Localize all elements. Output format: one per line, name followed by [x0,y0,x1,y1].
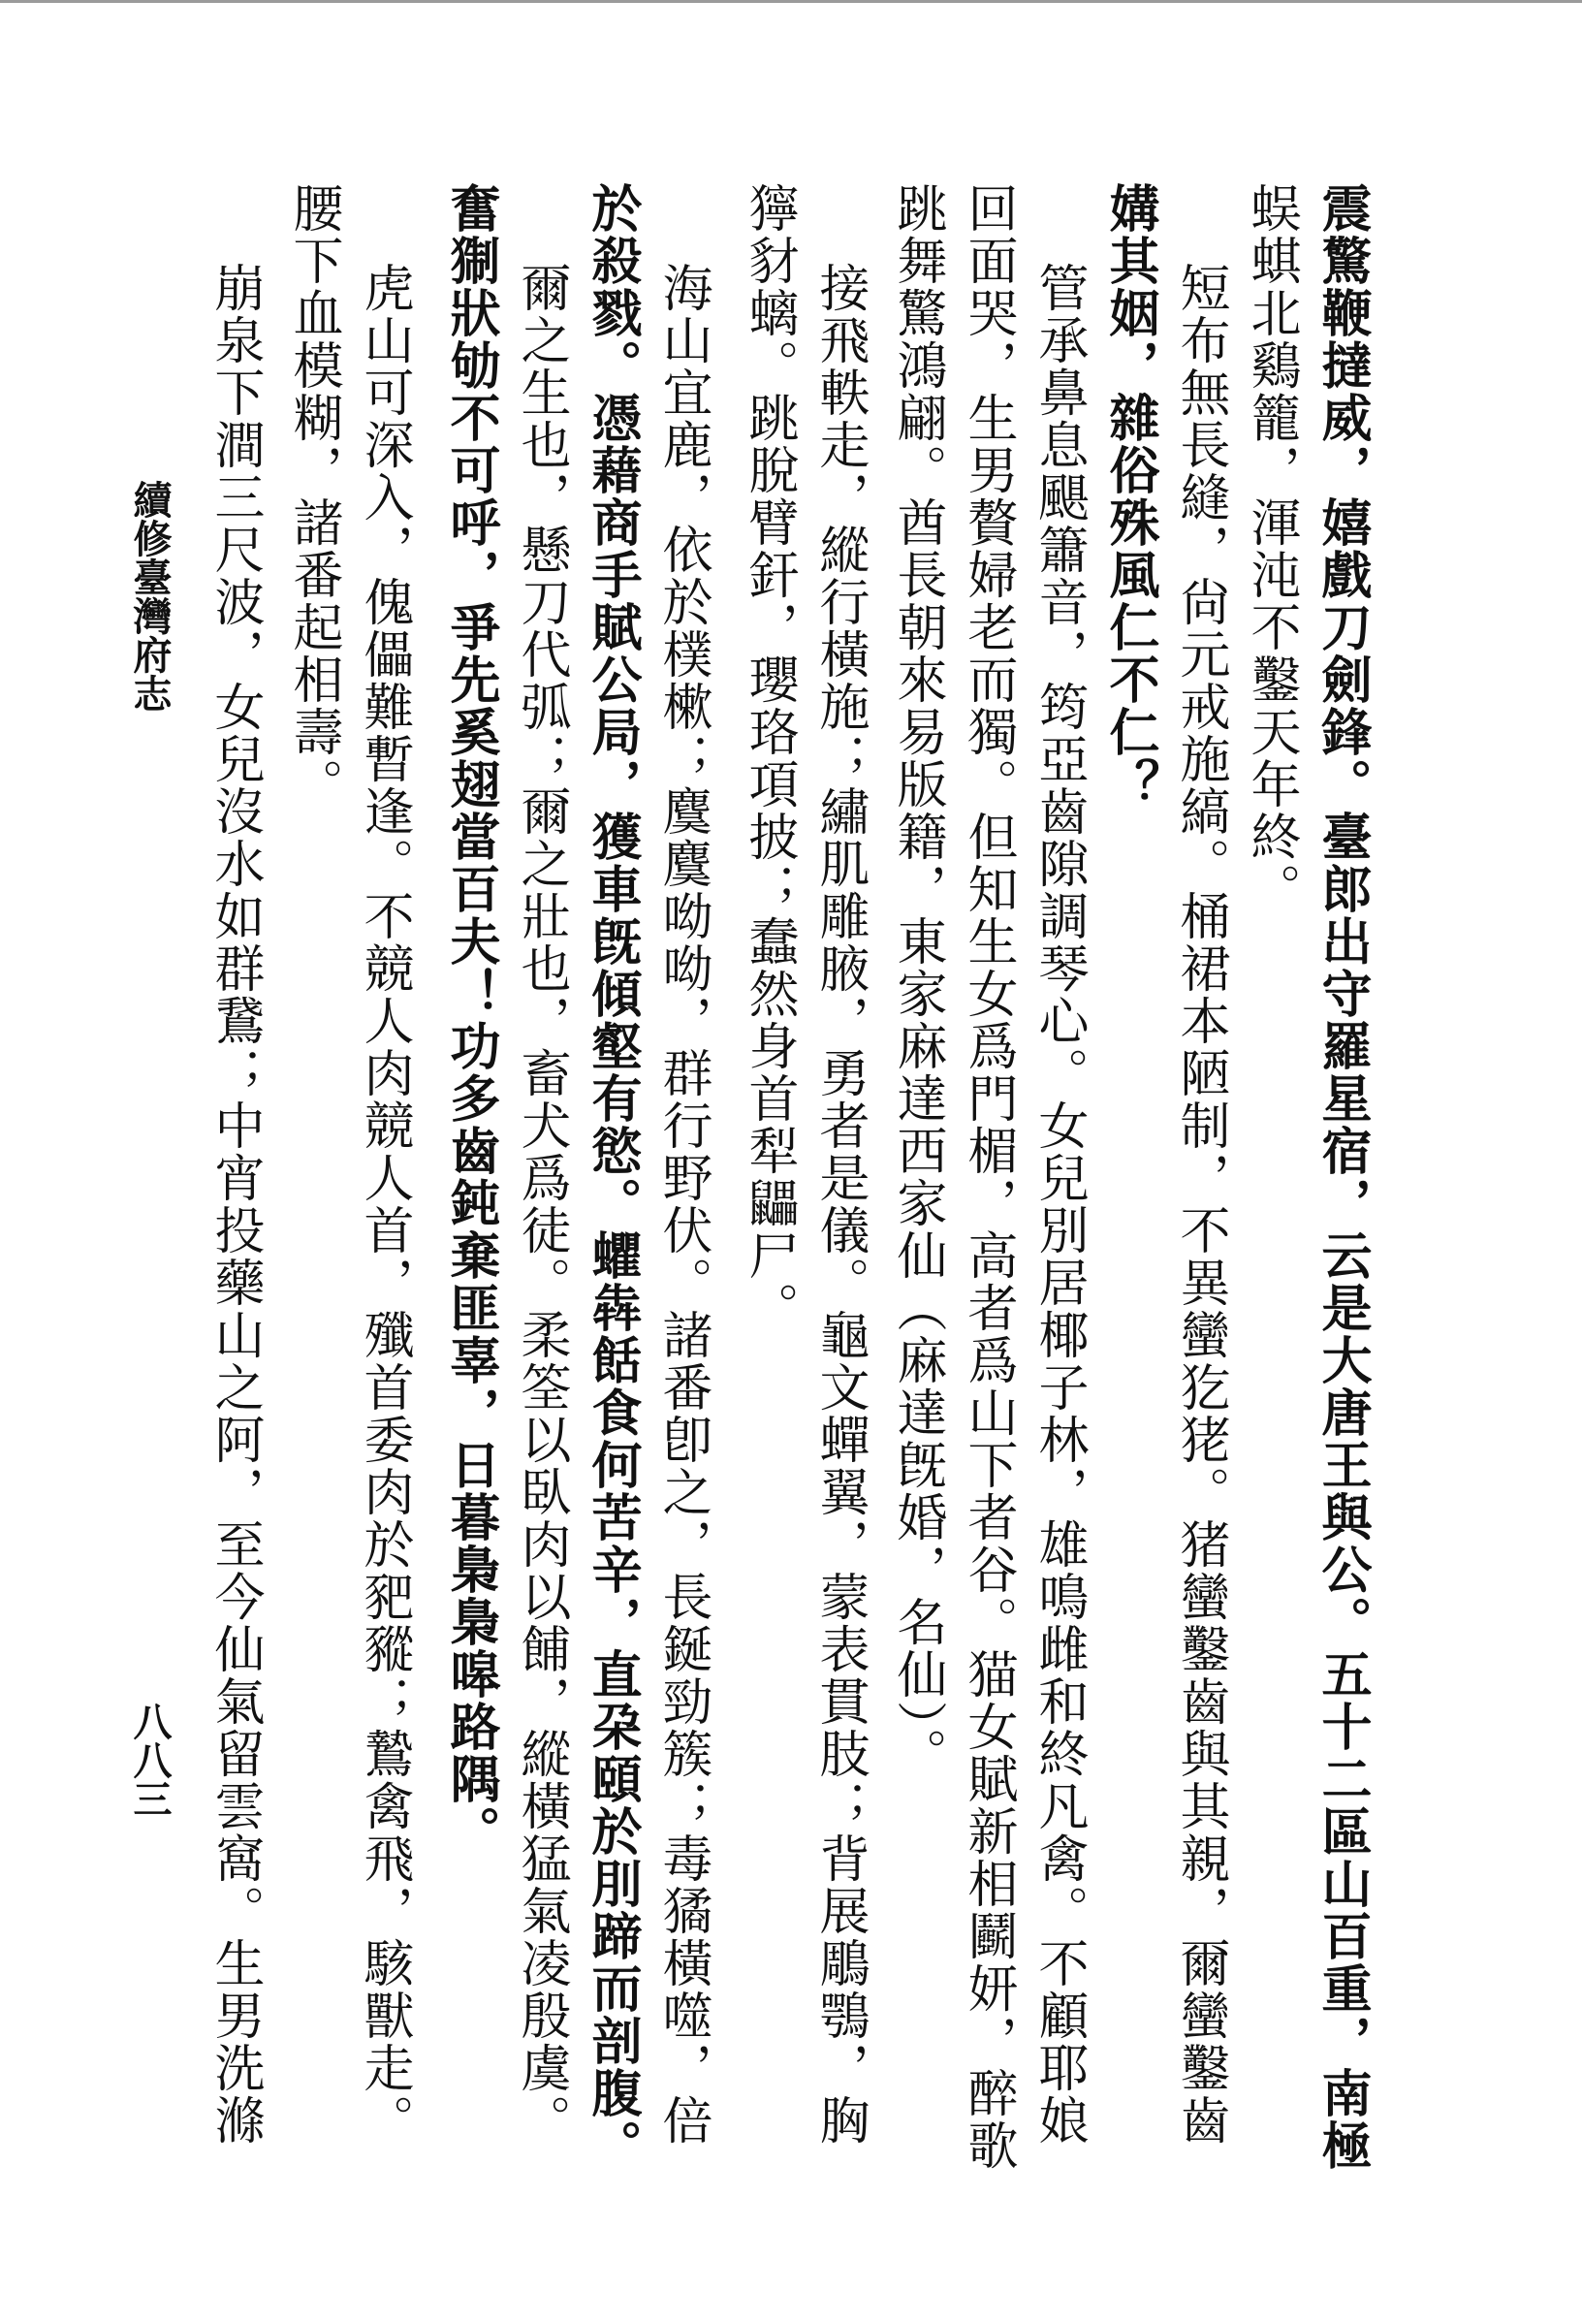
text-column-14: 虎山可深入，傀儡難暫逢。不競人肉競人首，殲首委肉於豝豵；鷙禽飛，駭獸走。 [355,262,413,2147]
page-number: 八八三 [127,1702,173,1818]
text-column-3: 短布無長縫，尙元戒施縞。桶裙本陋制，不異蠻犵狫。猪蠻鑿齒與其親，爾蠻鑿齒 [1171,262,1229,2147]
text-column-1: 震驚鞭撻威，嬉戲刀劍鋒。臺郎出守羅星宿，云是大唐王與公。五十二區山百重，南極 [1313,182,1372,2172]
book-title: 續修臺灣府志 [127,480,173,713]
text-column-10: 海山宜鹿，依於樸樕；麌麌呦呦，群行野伏。諸番卽之，長鋋勁簇；毒獝橫噬，倍 [653,262,712,2147]
text-column-13: 奮猘狀劬不可呼，爭先奚翅當百夫！功多齒鈍棄匪辜，日暮梟梟嗥路隅。 [441,182,500,1858]
text-column-11: 於殺戮。憑藉商手賦公局，獲車旣傾壑有慾。蠷犇餂食何苦辛，直朶頤於刖蹄而剖腹。 [583,182,642,2172]
text-column-15: 腰下血模糊，諸番起相壽。 [284,182,342,811]
text-column-6: 回面哭，生男贅婦老而獨。但知生女爲門楣，高者爲山下者谷。猫女賦新相鬬妍，醉歌 [959,182,1017,2172]
text-column-12: 爾之生也，懸刀代弧；爾之壯也，畜犬爲徒。柔筌以臥肉以餔，縱橫猛氣凌殷虞。 [512,262,570,2147]
top-border-line [0,0,1582,3]
text-column-9: 獰豺螭。跳脫臂釬，瓔珞項披；蠢然身首犁鼺尸。 [740,182,798,1334]
text-column-4: 媾其姻，雜俗殊風仁不仁？ [1100,182,1159,811]
text-column-8: 接飛軼走，縱行橫施；繡肌雕腋，勇者是儀。龜文蟬翼，蒙表貫肢；背展鵰鶚，胸 [810,262,869,2147]
text-column-7: 跳舞驚鴻翩。酋長朝來易版籍，東家麻達西家仙（麻達旣婚，名仙）。 [888,182,946,1780]
text-column-2: 蜈蜞北鷄籠，渾沌不鑿天年終。 [1242,182,1300,915]
text-column-5: 管承鼻息颶簫音，筠亞齒隙調琴心。女兒別居椰子林，雄鳴雌和終凡禽。不顧耶娘 [1029,262,1088,2147]
text-column-16: 崩泉下澗三尺波，女兒沒水如群鵞；中宵投藥山之阿，至今仙氣留雲窩。生男洗滌 [206,262,264,2147]
